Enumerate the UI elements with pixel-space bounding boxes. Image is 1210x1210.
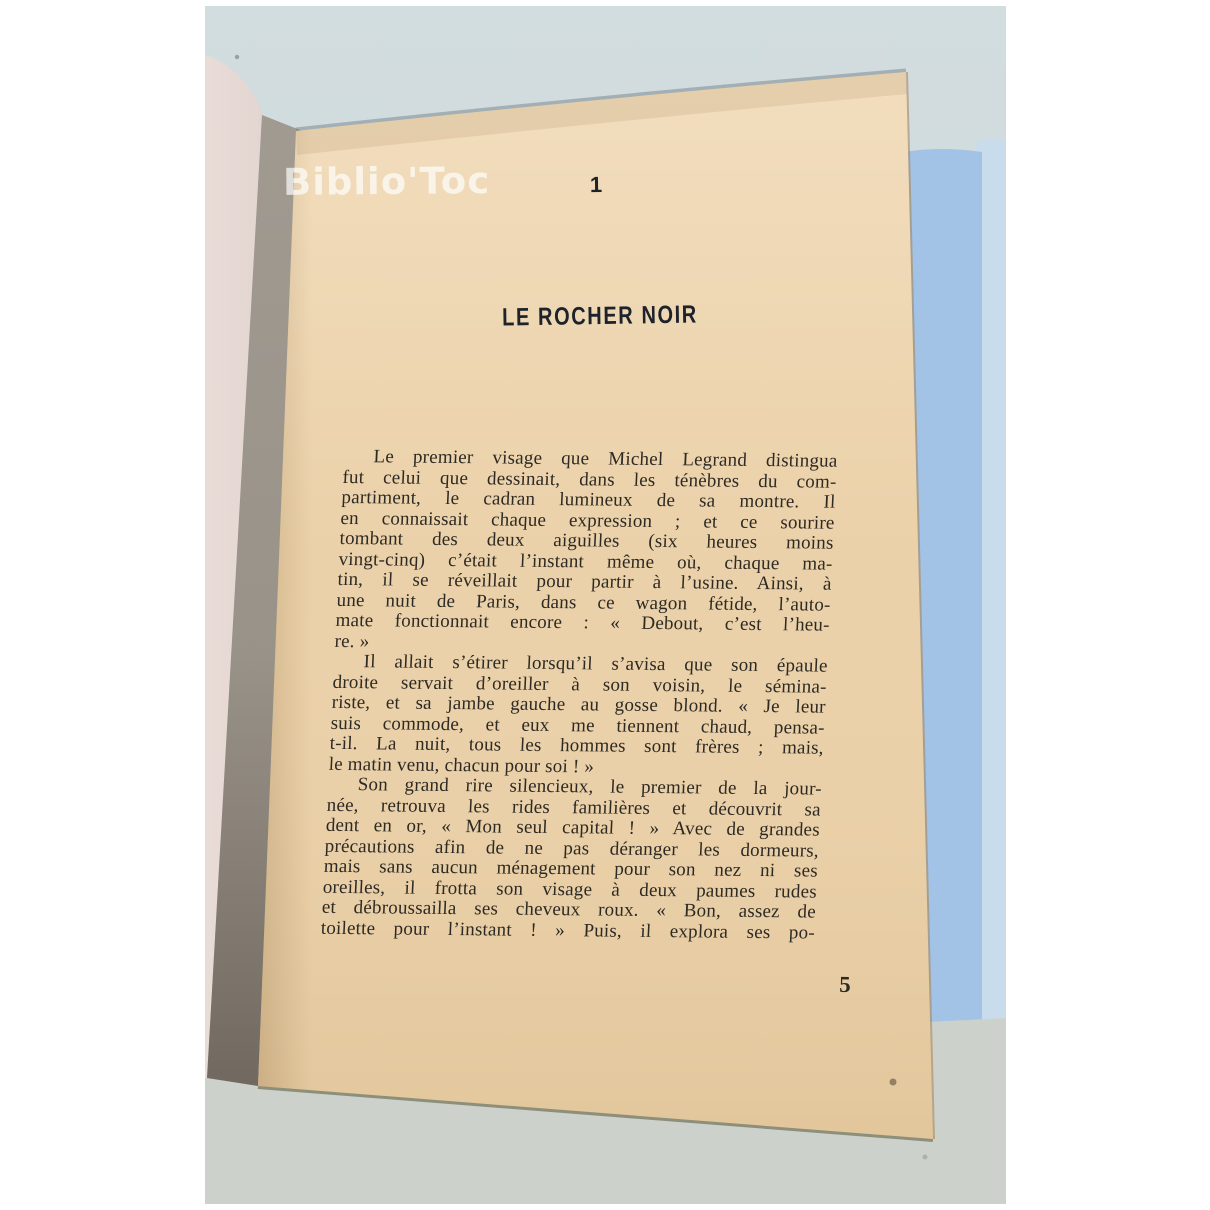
text-line: dent en or, « Mon seul capital ! » Avec de grandes bbox=[325, 814, 821, 841]
text-line: re. » bbox=[334, 630, 370, 652]
text-line: Il allait s’étirer lorsqu’il s’avisa que son épaule bbox=[363, 651, 829, 677]
paper-speck bbox=[890, 1079, 897, 1086]
page-number: 5 bbox=[839, 971, 851, 998]
table-speck bbox=[923, 1155, 928, 1160]
text-line: vingt-cinq) c’était l’instant même où, chaque ma- bbox=[338, 548, 834, 575]
chapter-title: LE ROCHER NOIR bbox=[501, 300, 699, 332]
text-line: Le premier visage que Michel Legrand distingua bbox=[373, 446, 839, 472]
text-line: en connaissait chaque expression ; et ce sourire bbox=[340, 507, 836, 534]
text-line: oreilles, il frotta son visage à deux paumes rudes bbox=[322, 876, 818, 903]
text-line: tombant des deux aiguilles (six heures moins bbox=[339, 527, 835, 554]
text-line: t-il. La nuit, tous les hommes sont frères ; mais, bbox=[329, 732, 825, 759]
text-line: Son grand rire silencieux, le premier de la jour- bbox=[357, 774, 823, 800]
watermark: Biblio'Toc bbox=[282, 159, 491, 204]
text-line: suis commode, et eux me tiennent chaud, pensa- bbox=[330, 712, 826, 739]
text-line: riste, et sa jambe gauche au gosse blond. « Je leur bbox=[331, 691, 827, 718]
paragraph bbox=[320, 775, 822, 944]
body-text bbox=[320, 447, 838, 944]
text-line: le matin venu, chacun pour soi ! » bbox=[328, 753, 595, 777]
text-line: partiment, le cadran lumineux de sa montre. Il bbox=[341, 486, 837, 513]
text-line: mais sans aucun ménagement pour son nez ni ses bbox=[323, 855, 819, 882]
text-line: droite servait d’oreiller à son voisin, le sémina- bbox=[332, 671, 828, 698]
text-line: toilette pour l’instant ! » Puis, il explora ses po- bbox=[320, 917, 816, 944]
text-line: mate fonctionnait encore : « Debout, c’est l’heu- bbox=[335, 609, 831, 636]
text-line: tin, il se réveillait pour partir à l’usine. Ainsi, à bbox=[337, 568, 833, 595]
chapter-number: 1 bbox=[589, 171, 603, 198]
text-line: fut celui que dessinait, dans les ténèbres du com- bbox=[342, 466, 838, 493]
text-line: et débroussailla ses cheveux roux. « Bon, assez de bbox=[321, 896, 817, 923]
paragraph bbox=[334, 447, 838, 657]
wall-speck bbox=[235, 55, 239, 59]
text-line: née, retrouva les rides familières et découvrit sa bbox=[326, 794, 822, 821]
text-line: précautions afin de ne pas déranger les dormeurs, bbox=[324, 835, 820, 862]
text-line: une nuit de Paris, dans ce wagon fétide, l’auto- bbox=[336, 589, 832, 616]
paragraph bbox=[328, 652, 828, 780]
